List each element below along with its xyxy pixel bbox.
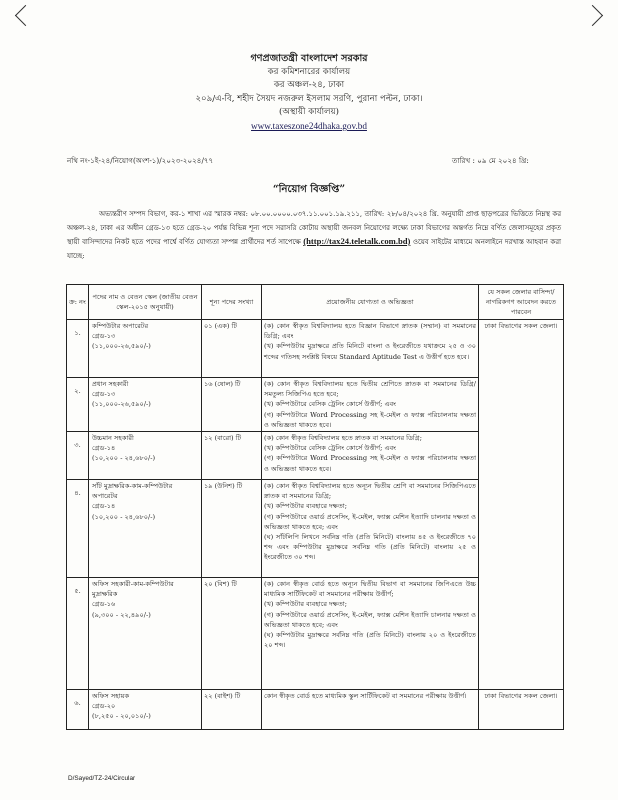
post-scale: (১০,২০০ - ২৪,৬৮০/-) <box>92 454 156 463</box>
post-name: প্রধান সহকারী <box>92 380 129 389</box>
row-vacancy: ১২ (বারো) টি <box>202 432 262 480</box>
row-vacancy: ১৬ (ষোল) টি <box>202 378 262 432</box>
memo-date: তারিখ : ০৯ মে ২০২৪ খ্রি: <box>452 156 529 165</box>
qualification-item: (খ) কম্পিউটার মুদ্রাক্ষরে প্রতি মিনিটে বাংলা ও ইংরেজীতে যথাক্রমে ২৫ ও ৩০ শব্দের গতিসহ সংশ্লিষ্ট বিষয়ে Standard Aptitude Test এ উত্তীর্ণ হতে হবে। <box>264 342 476 361</box>
corner-mark <box>15 5 36 26</box>
row-serial: ৪. <box>67 480 89 578</box>
row-vacancy: ০১ (এক) টি <box>202 320 262 378</box>
row-post <box>89 378 202 432</box>
post-grade: গ্রেড-১৩ <box>92 390 116 399</box>
row-qualification <box>262 480 479 578</box>
row-serial: ১. <box>67 320 89 378</box>
post-grade: গ্রেড-১৪ <box>92 502 116 511</box>
header-qualification: প্রয়োজনীয় যোগ্যতা ও অভিজ্ঞতা <box>262 285 479 320</box>
table-row <box>67 690 564 730</box>
post-scale: (৮,২৫০ - ২০,০১০/-) <box>92 712 151 721</box>
qualification-item: (গ) কম্পিউটারে Word Processing সহ ই-মেইল ও ফ্যাক্স পরিচালনায় দক্ষতা ও অভিজ্ঞতা থাকতে হবে। <box>264 454 476 473</box>
row-qualification <box>262 378 479 432</box>
office-header <box>0 52 618 134</box>
post-scale: (৯,৩০০ - ২২,৪৯০/-) <box>92 610 151 619</box>
row-vacancy: ১৯ (উনিশ) টি <box>202 480 262 578</box>
header-post: পদের নাম ও বেতন স্কেল (জাতীয় বেতন স্কেল-২০১৫ অনুযায়ী) <box>89 285 202 320</box>
post-name: উচ্চমান সহকারী <box>92 434 134 443</box>
row-post <box>89 432 202 480</box>
row-vacancy: ২০ (বিশ) টি <box>202 578 262 690</box>
row-serial: ৫. <box>67 578 89 690</box>
government-name: গণপ্রজাতন্ত্রী বাংলাদেশ সরকার <box>250 53 368 64</box>
post-grade: গ্রেড-১৬ <box>92 600 116 609</box>
post-grade: গ্রেড-১৪ <box>92 444 116 453</box>
office-note: (অস্থায়ী কার্যালয়) <box>279 107 339 118</box>
post-name: অফিস সহায়ক <box>92 692 130 701</box>
row-districts: ঢাকা বিভাগের সকল জেলা। <box>479 690 564 730</box>
memo-number: নথি নং-১ই-২৪/নিয়োগ(অংশ-১)/২০২৩-২০২৪/৭৭ <box>67 156 214 165</box>
row-post <box>89 480 202 578</box>
row-post <box>89 690 202 730</box>
office-address: ২০৯/এ-বি, শহীদ সৈয়দ নজরুল ইসলাম সরণি, পুরানা পল্টন, ঢাকা। <box>195 93 423 104</box>
qualification-item: (গ) কম্পিউটারে ওয়ার্ড প্রসেসিং, ই-মেইল, ফ্যাক্স মেশিন ইত্যাদি চালনার দক্ষতা ও অভিজ্ঞতা থাকতে হবে; এবং <box>264 512 476 531</box>
qualification-item: (ক) কোন স্বীকৃত বিশ্ববিদ্যালয় হতে অন্যূন দ্বিতীয় শ্রেণি বা সমমানের সিজিপিএতে স্নাতক বা সমমানের ডিগ্রি; <box>264 482 476 501</box>
qualification-item: (খ) কম্পিউটারে বেসিক ট্রেনিং কোর্সে উত্তীর্ণ; এবং <box>264 400 397 409</box>
row-vacancy: ২২ (বাইশ) টি <box>202 690 262 730</box>
qualification-item: (ঘ) সাঁটলিপি লিখনে সর্বনিম্ন গতি (প্রতি মিনিটে) বাংলায় ৪৫ ও ইংরেজীতে ৭০ শব্দ এবং কম্পিউটার মুদ্রাক্ষরে সর্বনিম্ন গতি (প্রতি মিনিটে) বাংলায় ২৫ ও ইংরেজীতে ৩০ শব্দ। <box>264 532 476 561</box>
post-name: সাঁট মুদ্রাক্ষরিক-কাম-কম্পিউটার অপারেটর <box>92 482 173 501</box>
qualification-item: (খ) কম্পিউটারে বেসিক ট্রেনিং কোর্সে উত্তীর্ণ; এবং <box>264 444 397 453</box>
zone-name: কর অঞ্চল-২৪, ঢাকা <box>273 80 345 91</box>
website-link[interactable]: www.taxeszone24dhaka.gov.bd <box>251 120 367 131</box>
vacancy-table <box>66 284 564 730</box>
qualification-item: কোন স্বীকৃত বোর্ড হতে মাধ্যমিক স্কুল সার্টিফিকেট বা সমমানের পরীক্ষায় উত্তীর্ণ। <box>264 692 467 701</box>
intro-text: অভ্যন্তরীণ সম্পদ বিভাগ, কর-১ শাখা এর স্মারক নম্বর: ০৮.০০.০০০০.০৩৭.১১.০০১.১৯.২১১, তারিখ: ২৮/০৪/২০২৪ খ্রি. অনুযায়ী প্রাপ্ত ছাড়পত্রের ভিত্তিতে নিম্নস্থ কর অঞ্চল-২৪, ঢাকা এর অধীন গ্রেড-১৩ হতে গ্রেড-২০ পর্যন্ত বিভিন্ন শূন্য পদে সরাসরি কোটায় অস্থায়ী জনবল নিয়োগের লক্ষ্যে ঢাকা বিভাগের অন্তর্গত নিম্নে বর্ণিত জেলাসমূহের প্রকৃত স্থায়ী বাসিন্দাদের নিকট হতে পদের পার্শ্বে বর্ণিত যোগ্যতা সম্পন্ন প্রার্থীদের শর্ত সাপেক্ষে <box>67 210 561 246</box>
row-qualification <box>262 320 479 378</box>
row-serial: ৬. <box>67 690 89 730</box>
qualification-item: (ক) কোন স্বীকৃত বিশ্ববিদ্যালয় হতে দ্বিতীয় শ্রেণিতে স্নাতক বা সমমানের ডিগ্রি/সমতুল্য সিজিপিএ হতে হবে; <box>264 380 476 399</box>
qualification-item: (খ) কম্পিউটার ব্যবহারে দক্ষতা; <box>264 600 347 609</box>
corner-mark <box>582 5 603 26</box>
post-grade: গ্রেড-১৩ <box>92 332 116 341</box>
post-scale: (১১,০০০-২৬,৫৯০/-) <box>92 400 151 409</box>
qualification-item: (গ) কম্পিউটারে Word Processing সহ ই-মেইল ও ফ্যাক্স পরিচালনায় দক্ষতা ও অভিজ্ঞতা থাকতে হবে। <box>264 410 476 429</box>
notice-title: “নিয়োগ বিজ্ঞপ্তি” <box>272 184 346 195</box>
post-scale: (১১,০০০-২৬,৫৯০/-) <box>92 342 151 351</box>
qualification-item: (ক) কোন স্বীকৃত বিশ্ববিদ্যালয় হতে স্নাতক বা সমমানের ডিগ্রি; <box>264 434 422 443</box>
header-districts: যে সকল জেলার বাসিন্দা/নাগরিকগণ আবেদন করতে পারবেন <box>479 285 564 320</box>
header-vacancy: শূন্য পদের সংখ্যা <box>202 285 262 320</box>
post-grade: গ্রেড-২০ <box>92 702 116 711</box>
post-name: অফিস সহকারী-কাম-কম্পিউটার মুদ্রাক্ষরিক <box>92 580 174 599</box>
intro-paragraph <box>67 208 561 263</box>
qualification-item: (ক) কোন স্বীকৃত বোর্ড হতে অন্যূন দ্বিতীয় বিভাগ বা সমমানের জিপিএতে উচ্চ মাধ্যমিক সার্টিফিকেট বা সমমানের পরীক্ষায় উত্তীর্ণ; <box>264 580 476 599</box>
qualification-item: (গ) কম্পিউটারে ওয়ার্ড প্রসেসিং, ই-মেইল, ফ্যাক্স মেশিন ইত্যাদি চালনার দক্ষতা ও অভিজ্ঞতা থাকতে হবে; এবং <box>264 610 476 629</box>
row-post <box>89 578 202 690</box>
intro-text-end: ওয়েব সাইটের মাধ্যমে অনলাইনে দরখাস্ত আহবান করা যাচ্ছে: <box>67 238 561 260</box>
application-url-link[interactable]: (http://tax24.teletalk.com.bd) <box>303 236 411 246</box>
table-row <box>67 320 564 378</box>
qualification-item: (ঘ) কম্পিউটার মুদ্রাক্ষরে সর্বনিম্ন গতি (প্রতি মিনিটে) বাংলায় ২০ ও ইংরেজীতে ২০ শব্দ। <box>264 630 476 649</box>
qualification-item: (খ) কম্পিউটার ব্যবহারে দক্ষতা; <box>264 502 347 511</box>
table-header-row <box>67 285 564 320</box>
post-scale: (১০,২০০ - ২৪,৬৮০/-) <box>92 512 156 521</box>
row-serial: ২. <box>67 378 89 432</box>
post-name: কম্পিউটার অপারেটর <box>92 322 149 331</box>
header-serial: ক্র: নং <box>67 285 89 320</box>
row-serial: ৩. <box>67 432 89 480</box>
file-reference-footer: D/Sayed/TZ-24/Circular <box>68 775 136 782</box>
row-qualification <box>262 432 479 480</box>
row-qualification <box>262 578 479 690</box>
qualification-item: (ক) কোন স্বীকৃত বিশ্ববিদ্যালয় হতে বিজ্ঞান বিভাগে স্নাতক (সম্মান) বা সমমানের ডিগ্রি; এবং <box>264 322 476 341</box>
row-post <box>89 320 202 378</box>
row-districts: ঢাকা বিভাগের সকল জেলা। <box>479 320 564 690</box>
office-name: কর কমিশনারের কার্যালয় <box>267 66 351 77</box>
row-qualification <box>262 690 479 730</box>
